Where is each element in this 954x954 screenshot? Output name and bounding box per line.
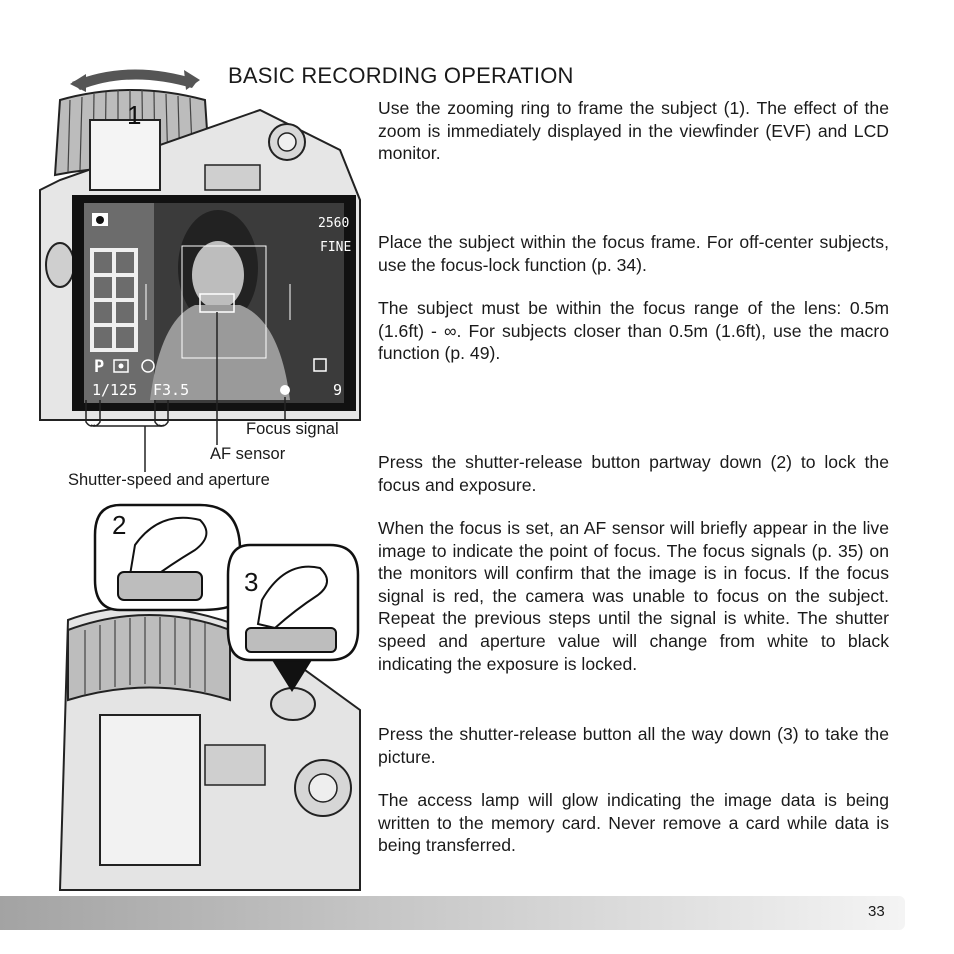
arrow-left-icon xyxy=(70,74,86,92)
step-1-label: 1 xyxy=(127,100,142,130)
data-panel xyxy=(205,165,260,190)
evf-lower xyxy=(100,715,200,865)
shutter-aperture-caption: Shutter-speed and aperture xyxy=(68,471,270,489)
zoom-arrow-icon xyxy=(72,69,198,90)
evf-housing xyxy=(90,120,160,190)
footer-bar xyxy=(0,896,905,930)
paragraph-focus-frame: Place the subject within the focus frame. For off-center subjects, use the focus-lock function (p. 34). xyxy=(378,232,889,275)
paragraph-zoom: Use the zooming ring to frame the subject (1). The effect of the zoom is immediately displayed in the viewfinder (EVF) and LCD monitor. xyxy=(378,98,889,164)
paragraph-press-full: Press the shutter-release button all the way down (3) to take the picture. xyxy=(378,724,889,767)
aperture-label: F3.5 xyxy=(153,381,190,399)
page-title: BASIC RECORDING OPERATION xyxy=(228,63,574,88)
focus-signal-icon xyxy=(280,385,290,395)
focus-signal-caption: Focus signal xyxy=(246,420,339,438)
page-number: 33 xyxy=(868,903,885,920)
quality-label: FINE xyxy=(320,240,352,255)
frame-counter-label: 9 xyxy=(333,381,343,399)
paragraph-af-sensor: When the focus is set, an AF sensor will briefly appear in the live image to indicate the point of focus. The focus signals (p. 35) on the monitors will confirm that the image is in focus. If the focus signal is red, the camera was unable to focus on the subject. Repeat the previous steps until the signal is white. The shutter speed and aperture value will change from white to black indicating the exposure is locked. xyxy=(378,518,889,674)
dial-icon xyxy=(46,243,74,287)
step-2-label: 2 xyxy=(112,510,127,540)
data-panel-lower xyxy=(205,745,265,785)
exposure-mode-label: P xyxy=(94,357,105,377)
shutter-speed-label: 1/125 xyxy=(92,381,138,399)
step-3-label: 3 xyxy=(244,567,259,597)
camera-mode-icon xyxy=(92,213,108,226)
lens-ring-lower xyxy=(68,615,230,700)
shutter-release-icon xyxy=(271,688,315,720)
paragraph-access-lamp: The access lamp will glow indicating the image data is being written to the memory card. Never remove a card while data is being transferred. xyxy=(378,790,889,856)
paragraph-focus-range: The subject must be within the focus range of the lens: 0.5m (1.6ft) - ∞. For subjects closer than 0.5m (1.6ft), use the macro function (p. 49). xyxy=(378,298,889,364)
shutter-half-press-icon xyxy=(118,572,202,600)
paragraph-press-partway: Press the shutter-release button partway down (2) to lock the focus and exposure. xyxy=(378,452,889,495)
shutter-full-press-icon xyxy=(246,628,336,652)
shutter-press-illustration xyxy=(0,490,370,900)
af-sensor-caption: AF sensor xyxy=(210,445,286,463)
image-size-label: 2560 xyxy=(318,216,350,231)
